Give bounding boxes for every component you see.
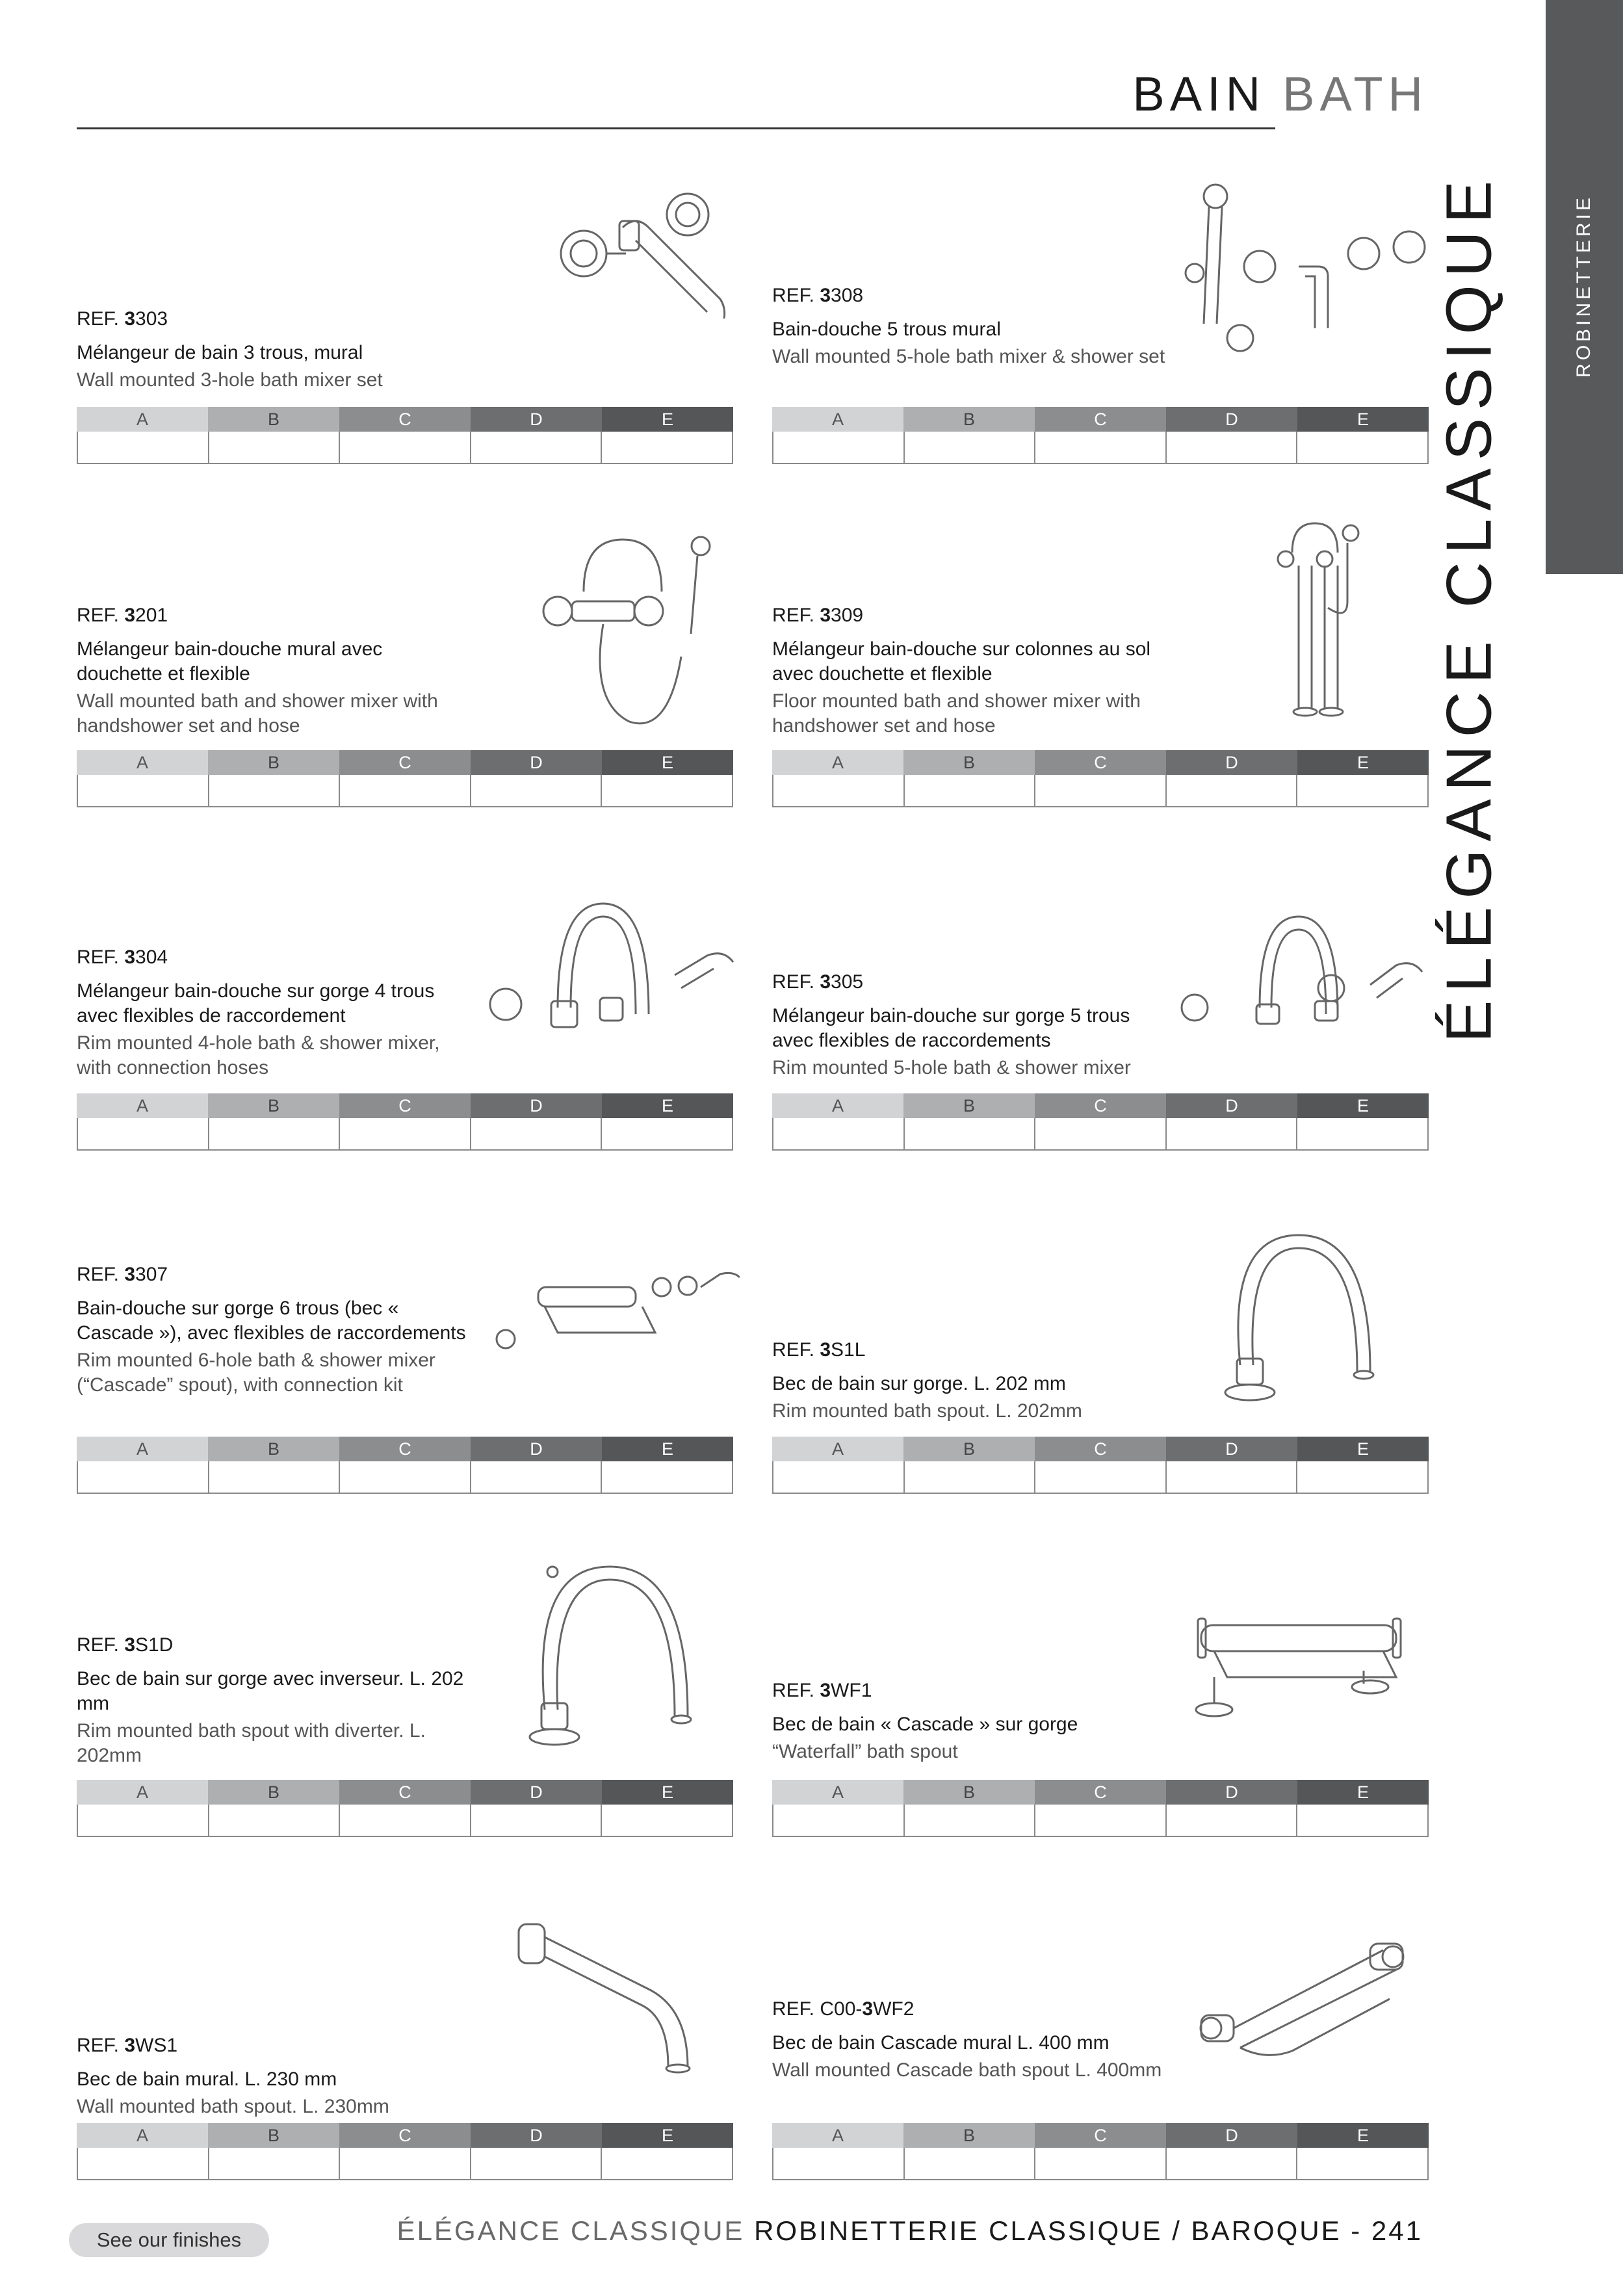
finish-col-d: D [471, 2123, 602, 2148]
finish-col-a: A [77, 750, 208, 775]
finish-table [772, 1780, 1429, 1838]
finish-col-a: A [77, 1437, 208, 1461]
finish-col-c: C [1035, 2123, 1166, 2148]
finish-table [77, 1780, 733, 1838]
finish-col-e: E [1297, 1093, 1429, 1118]
finish-col-a: A [77, 1093, 208, 1118]
footer-category: ROBINETTERIE CLASSIQUE / BAROQUE [754, 2215, 1342, 2246]
finish-col-a: A [772, 407, 903, 432]
finish-col-c: C [1035, 407, 1166, 432]
header-divider [77, 127, 1275, 129]
wall-cascade-spout-illustration [1175, 1905, 1422, 2074]
finish-col-b: B [208, 1780, 339, 1805]
finish-col-e: E [1297, 1780, 1429, 1805]
finish-col-b: B [208, 2123, 339, 2148]
finish-col-d: D [471, 1093, 602, 1118]
finish-col-c: C [339, 1437, 471, 1461]
finish-table [77, 750, 733, 809]
product-card [772, 1586, 1429, 1853]
product-name-fr: Bain-douche 5 trous mural [772, 319, 1001, 340]
finish-col-b: B [208, 407, 339, 432]
product-card [772, 520, 1429, 813]
finish-col-a: A [772, 750, 903, 775]
finish-col-d: D [471, 1437, 602, 1461]
finish-col-d: D [1166, 1780, 1297, 1805]
finish-col-d: D [1166, 1437, 1297, 1461]
product-ref: REF. 3308 [772, 285, 864, 306]
product-ref: REF. 3S1L [772, 1339, 866, 1361]
finish-table [772, 750, 1429, 809]
finish-col-a: A [77, 1780, 208, 1805]
finish-col-c: C [339, 2123, 471, 2148]
finish-col-d: D [471, 750, 602, 775]
finish-col-d: D [1166, 2123, 1297, 2148]
finish-col-b: B [903, 1093, 1035, 1118]
product-name-fr: Bec de bain « Cascade » sur gorge [772, 1714, 1078, 1735]
product-card [77, 520, 733, 813]
product-card [77, 156, 733, 468]
finish-col-c: C [1035, 1437, 1166, 1461]
finish-col-c: C [1035, 1093, 1166, 1118]
product-name-en: Wall mounted bath and shower mixer with handshower set and hose [77, 690, 438, 737]
page-title [1132, 67, 1428, 121]
product-name-en: Wall mounted 3-hole bath mixer set [77, 369, 383, 391]
product-card [77, 1547, 733, 1853]
product-name-fr: Mélangeur bain-douche sur gorge 5 trous avec flexibles de raccordements [772, 1005, 1130, 1051]
product-card [772, 1209, 1429, 1508]
finish-col-b: B [903, 2123, 1035, 2148]
wall-mixer-3-hole-illustration [499, 156, 746, 319]
finish-col-e: E [1297, 407, 1429, 432]
product-ref: REF. 3307 [77, 1264, 168, 1285]
finish-col-e: E [1297, 2123, 1429, 2148]
finish-table [772, 1093, 1429, 1152]
finish-col-e: E [1297, 1437, 1429, 1461]
waterfall-spout-illustration [1175, 1599, 1422, 1729]
finish-col-e: E [602, 407, 733, 432]
finish-col-b: B [903, 407, 1035, 432]
finish-col-e: E [602, 750, 733, 775]
finish-col-a: A [772, 1093, 903, 1118]
product-name-fr: Mélangeur bain-douche sur gorge 4 trous avec flexibles de raccordement [77, 980, 435, 1026]
finish-col-e: E [602, 1093, 733, 1118]
product-name-fr: Mélangeur de bain 3 trous, mural [77, 342, 363, 363]
product-name-fr: Bec de bain mural. L. 230 mm [77, 2068, 337, 2090]
finish-col-b: B [208, 1093, 339, 1118]
product-name-fr: Bec de bain sur gorge avec inverseur. L. 202 mm [77, 1668, 464, 1714]
product-name-en: Rim mounted 5-hole bath & shower mixer [772, 1057, 1131, 1078]
finish-col-c: C [1035, 1780, 1166, 1805]
finish-table [77, 2123, 733, 2182]
product-ref: REF. 3305 [772, 971, 864, 993]
finish-col-a: A [77, 2123, 208, 2148]
finish-table [77, 407, 733, 465]
product-name-en: Rim mounted 6-hole bath & shower mixer (“Cascade” spout), with connection kit [77, 1350, 435, 1396]
wall-bath-shower-mixer-illustration [532, 520, 727, 735]
finish-col-e: E [602, 1780, 733, 1805]
product-card [772, 156, 1429, 468]
product-name-en: Wall mounted 5-hole bath mixer & shower set [772, 346, 1165, 367]
finish-col-b: B [208, 1437, 339, 1461]
finish-col-c: C [1035, 750, 1166, 775]
product-card [77, 1235, 733, 1508]
finish-col-a: A [772, 2123, 903, 2148]
product-card [772, 1905, 1429, 2197]
finish-table [772, 1437, 1429, 1495]
product-name-fr: Bec de bain Cascade mural L. 400 mm [772, 2032, 1110, 2054]
finish-col-a: A [77, 407, 208, 432]
finish-col-b: B [208, 750, 339, 775]
product-ref: REF. 3S1D [77, 1634, 174, 1656]
finish-col-d: D [471, 407, 602, 432]
product-name-en: Rim mounted 4-hole bath & shower mixer, with connection hoses [77, 1032, 440, 1078]
finish-col-b: B [903, 1437, 1035, 1461]
floor-mixer-illustration [1253, 507, 1383, 728]
title-fr: BAIN [1132, 67, 1266, 121]
product-name-en: Rim mounted bath spout. L. 202mm [772, 1400, 1082, 1422]
product-card [77, 1885, 733, 2197]
finish-col-a: A [772, 1437, 903, 1461]
see-finishes-button[interactable]: See our finishes [69, 2223, 269, 2257]
rim-spout-diverter-illustration [506, 1554, 714, 1762]
page-number: 241 [1371, 2215, 1423, 2246]
product-name-fr: Mélangeur bain-douche mural avec douchette et flexible [77, 638, 383, 685]
wall-mixer-5-hole-illustration [1169, 182, 1429, 390]
product-name-fr: Bain-douche sur gorge 6 trous (bec « Cascade »), avec flexibles de raccordements [77, 1298, 466, 1344]
finish-col-d: D [1166, 750, 1297, 775]
rim-spout-illustration [1201, 1216, 1409, 1411]
product-name-fr: Bec de bain sur gorge. L. 202 mm [772, 1373, 1066, 1394]
product-card [77, 884, 733, 1157]
finish-table [77, 1093, 733, 1152]
rim-mixer-4-hole-illustration [480, 891, 740, 1040]
collection-title: ÉLÉGANCE CLASSIQUE [1433, 173, 1505, 1043]
finish-col-d: D [471, 1780, 602, 1805]
finish-col-b: B [903, 750, 1035, 775]
finish-col-d: D [1166, 1093, 1297, 1118]
product-ref: REF. 3WS1 [77, 2035, 178, 2056]
product-name-en: Wall mounted Cascade bath spout L. 400mm [772, 2059, 1162, 2081]
product-name-en: “Waterfall” bath spout [772, 1741, 958, 1762]
product-ref: REF. C00-3WF2 [772, 1998, 915, 2020]
finish-col-e: E [1297, 750, 1429, 775]
finish-col-b: B [903, 1780, 1035, 1805]
footer-separator: - [1341, 2215, 1371, 2246]
section-tab-label: ROBINETTERIE [1573, 194, 1594, 378]
product-ref: REF. 3WF1 [772, 1680, 872, 1701]
product-name-en: Wall mounted bath spout. L. 230mm [77, 2096, 389, 2117]
product-name-en: Rim mounted bath spout with diverter. L. 202mm [77, 1720, 426, 1766]
product-ref: REF. 3309 [772, 605, 864, 626]
product-ref: REF. 3201 [77, 605, 168, 626]
product-ref: REF. 3303 [77, 308, 168, 330]
title-en: BATH [1282, 67, 1428, 121]
rim-mixer-6-hole-cascade-illustration [480, 1261, 740, 1365]
finish-col-d: D [1166, 407, 1297, 432]
finish-col-a: A [772, 1780, 903, 1805]
finish-col-c: C [339, 1780, 471, 1805]
finish-col-c: C [339, 750, 471, 775]
product-name-fr: Mélangeur bain-douche sur colonnes au sol avec douchette et flexible [772, 638, 1151, 685]
rim-mixer-5-hole-illustration [1175, 910, 1435, 1040]
finish-col-c: C [339, 1093, 471, 1118]
wall-spout-illustration [499, 1898, 720, 2080]
footer-collection: ÉLÉGANCE CLASSIQUE [396, 2215, 745, 2246]
product-card [772, 884, 1429, 1157]
product-ref: REF. 3304 [77, 946, 168, 968]
finish-table [772, 2123, 1429, 2182]
finish-col-e: E [602, 2123, 733, 2148]
finish-col-e: E [602, 1437, 733, 1461]
finish-table [77, 1437, 733, 1495]
finish-col-c: C [339, 407, 471, 432]
finish-table [772, 407, 1429, 465]
product-name-en: Floor mounted bath and shower mixer with handshower set and hose [772, 690, 1141, 737]
page-footer [397, 2215, 1423, 2247]
